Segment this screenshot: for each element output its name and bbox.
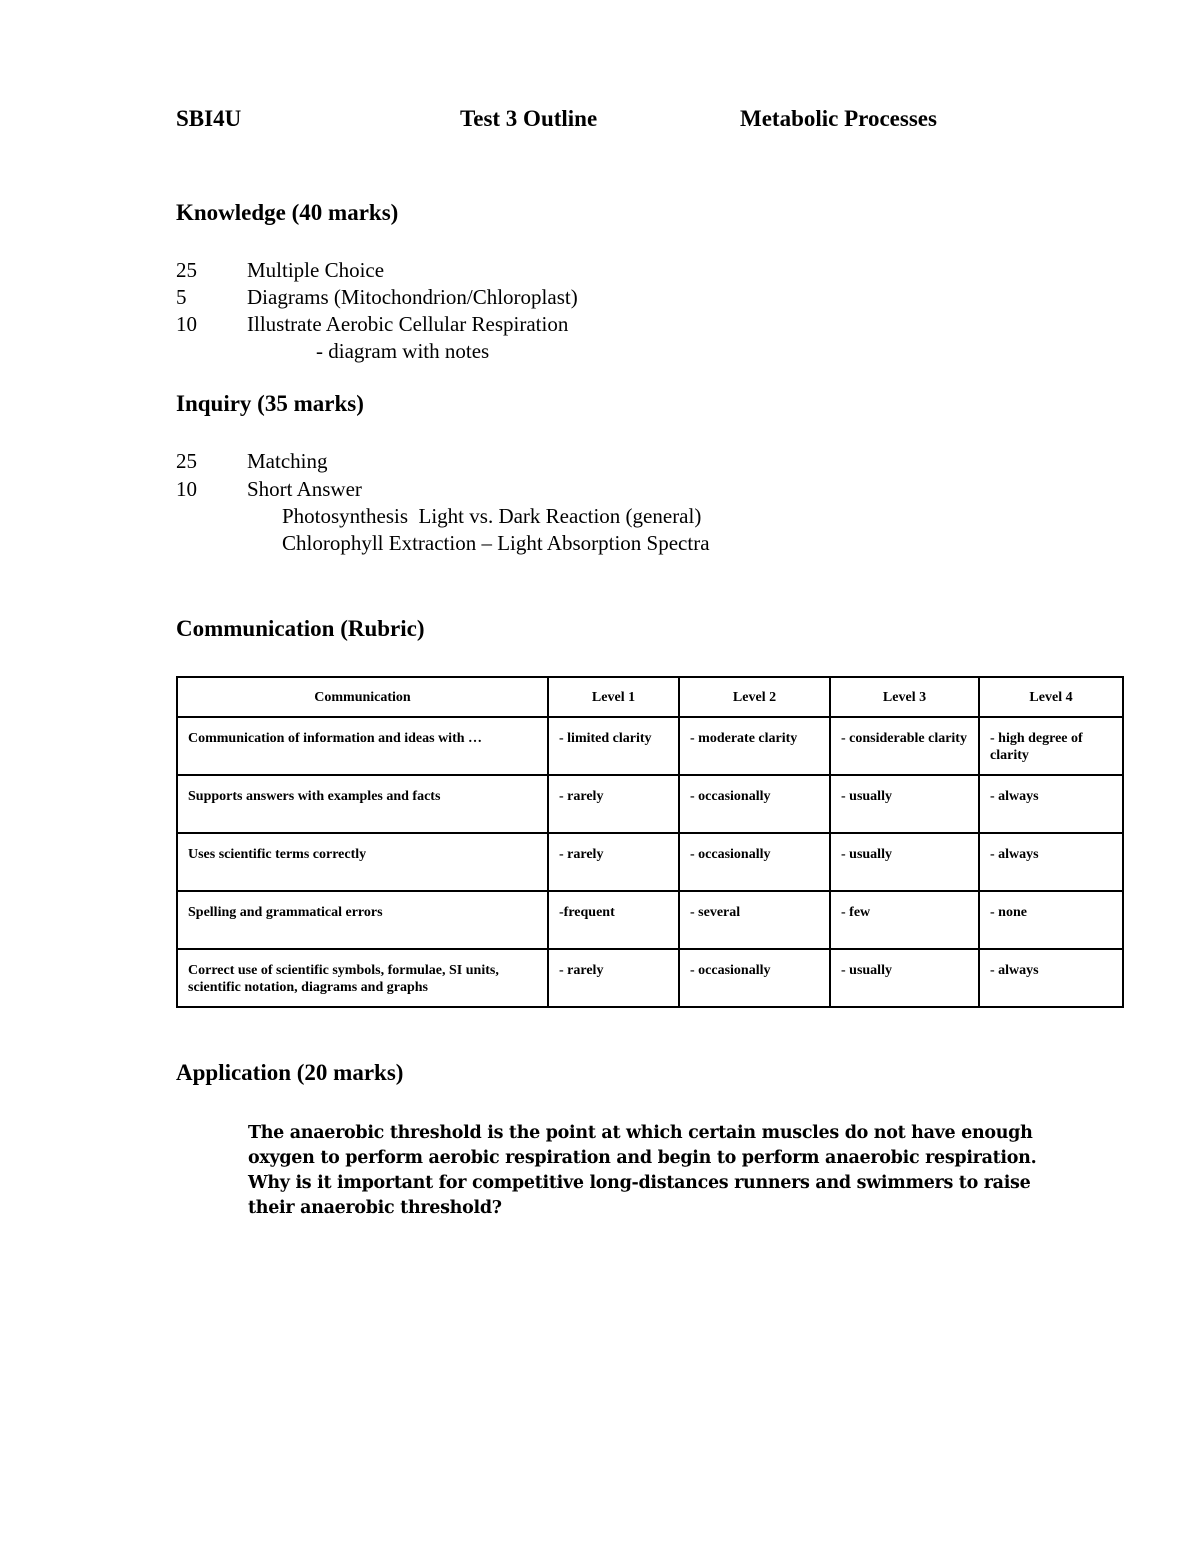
table-row (177, 717, 1123, 775)
rubric-cell: - usually (830, 949, 979, 1007)
rubric-cell: - high degree of clarity (979, 717, 1123, 775)
rubric-column-header: Level 4 (979, 677, 1123, 717)
rubric-column-header: Level 2 (679, 677, 830, 717)
rubric-cell: - occasionally (679, 949, 830, 1007)
rubric-cell: - rarely (548, 833, 679, 891)
communication-heading: Communication (Rubric) (176, 616, 425, 641)
rubric-criterion: Uses scientific terms correctly (177, 833, 548, 891)
application-question: The anaerobic threshold is the point at which certain muscles do not have enough oxygen to perform aerobic respiration and begin to perform anaerobic respiration. Why is it important for competitive long-distances runners and swimmers to raise their anaerobic threshold? (248, 1123, 1037, 1218)
knowledge-marks: 10 (176, 312, 197, 336)
rubric-cell: - always (979, 833, 1123, 891)
rubric-table (176, 676, 1124, 1008)
knowledge-marks: 5 (176, 285, 187, 309)
inquiry-heading: Inquiry (35 marks) (176, 391, 364, 416)
inquiry-topic: Chlorophyll Extraction – Light Absorption Spectra (282, 531, 710, 555)
rubric-cell: - few (830, 891, 979, 949)
rubric-criterion: Communication of information and ideas with … (177, 717, 548, 775)
inquiry-marks: 25 (176, 449, 197, 473)
rubric-criterion: Spelling and grammatical errors (177, 891, 548, 949)
inquiry-item: Matching (247, 449, 328, 473)
rubric-column-header: Level 3 (830, 677, 979, 717)
rubric-criterion: Supports answers with examples and facts (177, 775, 548, 833)
rubric-cell: - occasionally (679, 833, 830, 891)
rubric-criterion: Correct use of scientific symbols, formulae, SI units, scientific notation, diagrams and graphs (177, 949, 548, 1007)
rubric-cell: - rarely (548, 949, 679, 1007)
knowledge-item: Illustrate Aerobic Cellular Respiration (247, 312, 569, 336)
table-row (177, 775, 1123, 833)
test-title: Test 3 Outline (460, 106, 598, 131)
inquiry-marks: 10 (176, 477, 197, 501)
inquiry-topic: Photosynthesis Light vs. Dark Reaction (general) (282, 504, 702, 528)
rubric-column-header: Communication (177, 677, 548, 717)
rubric-cell: - several (679, 891, 830, 949)
rubric-cell: - usually (830, 775, 979, 833)
rubric-cell: - usually (830, 833, 979, 891)
rubric-header-row (177, 677, 1123, 717)
rubric-cell: - limited clarity (548, 717, 679, 775)
rubric-cell: - always (979, 775, 1123, 833)
knowledge-item: Multiple Choice (247, 258, 385, 282)
rubric-cell: -frequent (548, 891, 679, 949)
knowledge-marks: 25 (176, 258, 197, 282)
rubric-cell: - rarely (548, 775, 679, 833)
inquiry-item: Short Answer (247, 477, 362, 501)
rubric-cell: - considerable clarity (830, 717, 979, 775)
rubric-cell: - occasionally (679, 775, 830, 833)
application-heading: Application (20 marks) (176, 1060, 404, 1085)
table-row (177, 891, 1123, 949)
table-row (177, 833, 1123, 891)
knowledge-item: Diagrams (Mitochondrion/Chloroplast) (247, 285, 578, 309)
unit-title: Metabolic Processes (740, 106, 937, 131)
knowledge-note: - diagram with notes (316, 339, 490, 363)
knowledge-heading: Knowledge (40 marks) (176, 200, 399, 225)
course-code: SBI4U (176, 106, 242, 131)
rubric-column-header: Level 1 (548, 677, 679, 717)
rubric-cell: - moderate clarity (679, 717, 830, 775)
rubric-cell: - none (979, 891, 1123, 949)
rubric-cell: - always (979, 949, 1123, 1007)
table-row (177, 949, 1123, 1007)
